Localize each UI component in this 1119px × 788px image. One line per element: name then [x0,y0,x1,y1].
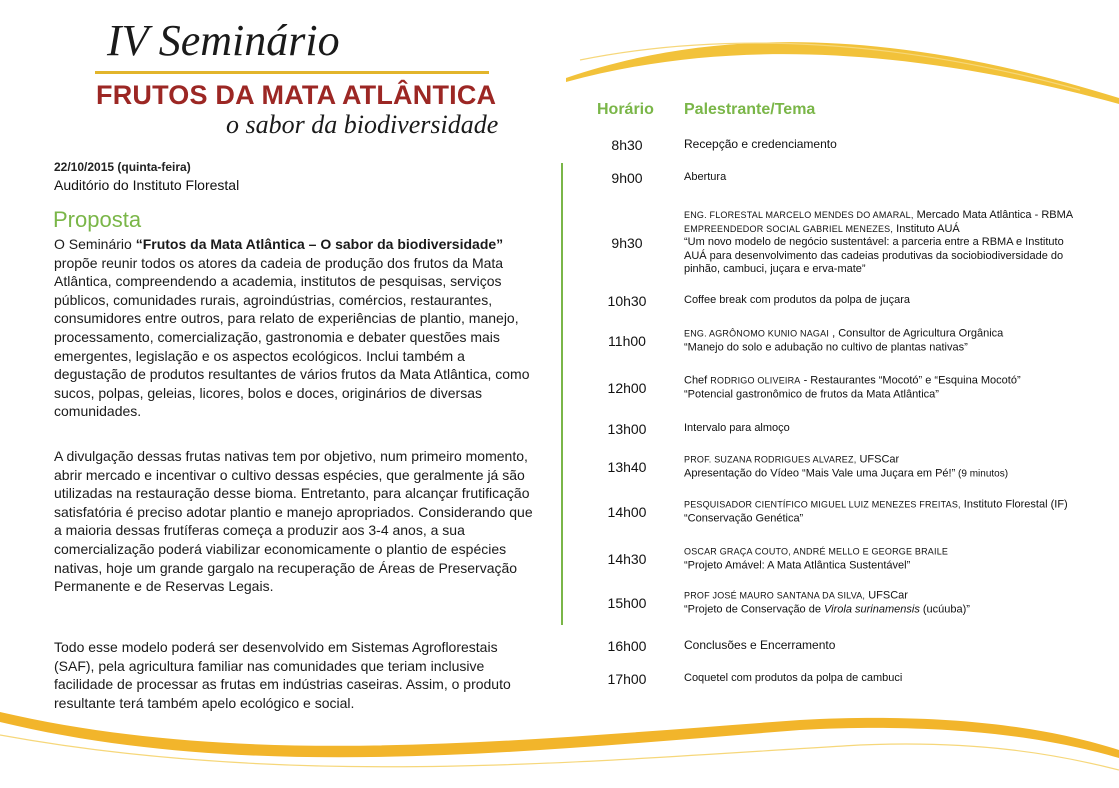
bottom-swoosh [0,712,1119,758]
seminar-title: IV Seminário [107,16,340,65]
schedule-desc: Recepção e credenciamento [684,137,837,152]
schedule-time: 16h00 [607,638,647,654]
talk-title: “Projeto Amável: A Mata Atlântica Sustentável” [684,559,911,571]
proposta-paragraph-1: O Seminário “Frutos da Mata Atlântica – O sabor da biodiversidade” propõe reunir todos os atores da cadeia de produção dos frutos da Mata Atlântica, compreendendo a academia, institutos de pesquisas, serviços públicos, comunidades rurais, agroindústrias, comércios, restaurantes, consumidores entre outros, para relato de experiências de plantio, manejo, processamento, comercialização, gastronomia e debater questões mais emergentes, legislação e os aspectos ecológicos. Inclui também a degustação de produtos resultantes de vários frutos da Mata Atlântica, como sucos, polpas, geleias, licores, bolos e doces, originários de diversas comunidades. [54,236,530,420]
schedule-header-time: Horário [597,101,654,118]
event-name: FRUTOS DA MATA ATLÂNTICA [96,80,497,110]
column-divider [561,163,563,625]
schedule-desc: Intervalo para almoço [684,422,790,435]
schedule-row [590,293,1090,309]
schedule-row [590,137,1090,153]
schedule-time: 13h00 [607,421,647,437]
schedule-row [590,421,1090,437]
schedule-time: 12h00 [607,380,647,396]
event-date: 22/10/2015 (quinta-feira) [54,160,191,174]
schedule-row [590,638,1090,654]
talk-title: “Manejo do solo e adubação no cultivo de plantas nativas” [684,341,968,353]
schedule-row [590,327,1090,353]
schedule-row [590,374,1090,400]
top-swoosh [566,42,1119,104]
schedule-time: 17h00 [607,671,647,687]
schedule-desc: PESQUISADOR CIENTÍFICO MIGUEL LUIZ MENEZES FREITAS, Instituto Florestal (IF) “Conservação Genética” [684,498,1084,525]
schedule-desc: Conclusões e Encerramento [684,638,836,653]
schedule-desc: ENG. FLORESTAL MARCELO MENDES DO AMARAL, Mercado Mata Atlântica - RBMA EMPREENDEDOR SOCIAL GABRIEL MENEZES, Instituto AUÁ “Um novo modelo de negócio sustentável: a parceria entre a RBMA e Instituto AUÁ para desenvolvimento das cadeias produtivas da sociobiodiversidade do pinhão, cambuci, juçara e erva-mate” [684,209,1084,277]
talk-title: “Potencial gastronômico de frutos da Mata Atlântica” [684,388,939,400]
schedule-row [590,209,1090,276]
schedule-time: 14h00 [607,504,647,520]
schedule-row [590,546,1090,571]
schedule-desc: Chef RODRIGO OLIVEIRA - Restaurantes “Mocotó” e “Esquina Mocotó” “Potencial gastronômico de frutos da Mata Atlântica” [684,374,1084,401]
schedule-desc: Coquetel com produtos da polpa de cambuci [684,672,903,685]
schedule-row [590,453,1090,479]
schedule-time: 14h30 [607,551,647,567]
schedule-desc: ENG. AGRÔNOMO KUNIO NAGAI , Consultor de Agricultura Orgânica “Manejo do solo e adubação no cultivo de plantas nativas” [684,327,1084,354]
schedule-row [590,671,1090,687]
schedule-row [590,589,1090,615]
event-location: Auditório do Instituto Florestal [54,177,240,193]
schedule-time: 13h40 [607,459,647,475]
schedule-time: 9h30 [611,235,643,251]
schedule-row [590,170,1090,186]
proposta-paragraph-2: A divulgação dessas frutas nativas tem por objetivo, num primeiro momento, abrir mercado e incentivar o cultivo dessas espécies, que geralmente já são utilizadas na restauração desse bioma. Entretanto, para alcançar frutificação satisfatória é preciso adotar plantio e manejo apropriados. Considerando que a maioria dessas frutíferas começa a produzir aos 3-4 anos, a sua comercialização poderá viabilizar economicamente o plantio de espécies nativas, hoje um grande gargalo na recuperação de Áreas de Preservação Permanente e de Reservas Legais. [54,448,533,595]
event-tagline: o sabor da biodiversidade [226,110,499,139]
schedule-time: 11h00 [608,333,646,349]
schedule-row [590,498,1090,524]
seminar-name-bold: “Frutos da Mata Atlântica – O sabor da biodiversidade” [135,236,504,252]
talk-title: Apresentação do Vídeo “Mais Vale uma Juçara em Pé!” [684,467,956,479]
schedule-desc: Abertura [684,171,727,184]
schedule-time: 10h30 [607,293,647,309]
proposta-heading: Proposta [53,207,142,232]
talk-title: “Um novo modelo de negócio sustentável: a parceria entre a RBMA e Instituto AUÁ para desenvolvimento das cadeias produtivas da sociobiodiversidade do pinhão, cambuci, juçara e erva-mate” [684,236,1064,276]
schedule-time: 8h30 [611,137,643,153]
schedule-desc: PROF JOSÉ MAURO SANTANA DA SILVA, UFSCar “Projeto de Conservação de Virola surinamensis (ucúuba)” [684,589,1084,616]
schedule-time: 15h00 [607,595,647,611]
schedule-time: 9h00 [611,170,643,186]
schedule-header-talk: Palestrante/Tema [684,101,816,118]
schedule-desc: Coffee break com produtos da polpa de juçara [684,294,911,307]
schedule-desc: PROF. SUZANA RODRIGUES ALVAREZ, UFSCar Apresentação do Vídeo “Mais Vale uma Juçara em Pé!” (9 minutos) [684,453,1009,479]
schedule-desc: OSCAR GRAÇA COUTO, ANDRÉ MELLO E GEORGE BRAILE “Projeto Amável: A Mata Atlântica Sustentável” [684,545,1084,572]
proposta-paragraph-3: Todo esse modelo poderá ser desenvolvido em Sistemas Agroflorestais (SAF), pela agricultura familiar nas comunidades que teriam inclusive facilidade de processar as frutas em indústrias caseiras. Assim, o produto resultante terá também apelo ecológico e social. [54,639,511,711]
title-divider [95,71,489,74]
talk-title: “Conservação Genética” [684,512,804,524]
talk-title: “Projeto de Conservação de Virola surinamensis (ucúuba)” [684,603,970,615]
